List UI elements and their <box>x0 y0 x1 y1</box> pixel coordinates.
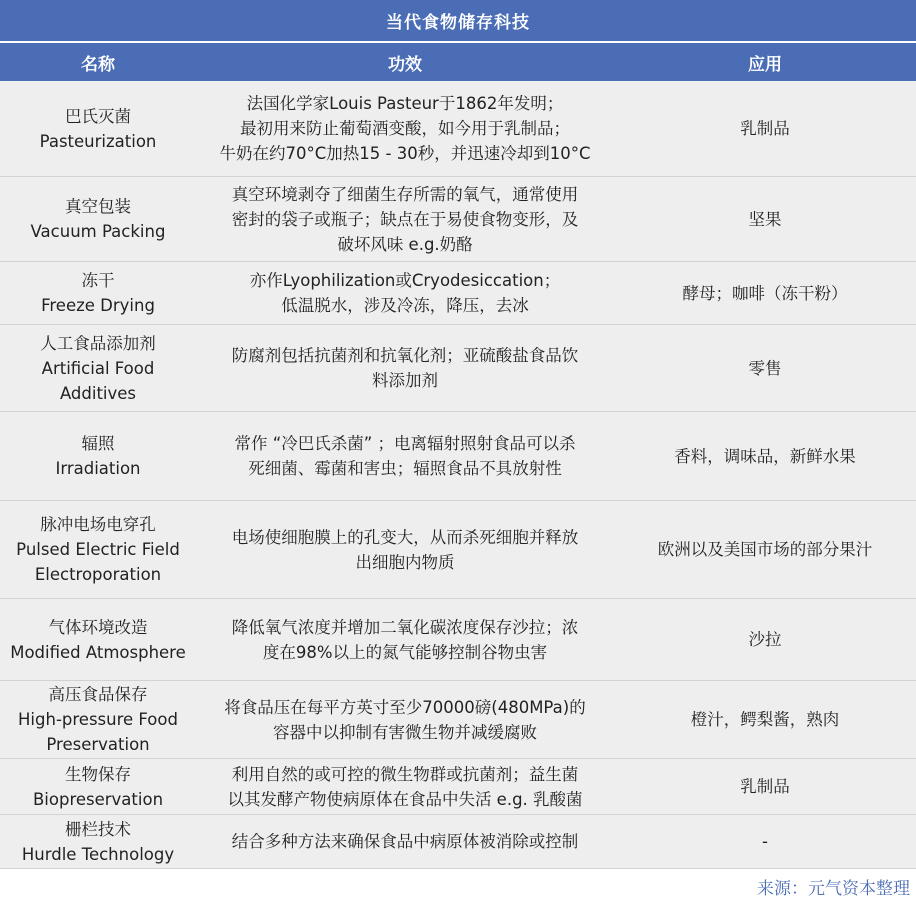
cell-name <box>0 681 196 758</box>
cell-effect <box>196 815 614 868</box>
name-en: Artificial Food <box>41 358 155 378</box>
effect-line: 电场使细胞膜上的孔变大，从而杀死细胞并释放 <box>231 527 579 547</box>
header-application: 应用 <box>748 54 782 75</box>
header-name: 名称 <box>81 54 115 75</box>
table-row <box>0 681 916 759</box>
cell-effect <box>196 262 614 324</box>
effect-line: 亦作Lyophilization或Cryodesiccation； <box>249 271 561 290</box>
name-cn: 脉冲电场电穿孔 <box>40 515 156 534</box>
cell-name <box>0 325 196 411</box>
effect-line: 降低氧气浓度并增加二氧化碳浓度保存沙拉；浓 <box>231 617 579 637</box>
name-en: Preservation <box>46 735 150 754</box>
cell-application: 沙拉 <box>748 630 782 649</box>
name-en: Freeze Drying <box>41 296 155 315</box>
cell-name <box>0 262 196 324</box>
effect-line: 最初用来防止葡萄酒变酸，如今用于乳制品； <box>240 119 570 138</box>
table-title: 当代食物储存科技 <box>386 13 530 33</box>
cell-application: 酵母；咖啡（冻干粉） <box>682 283 848 303</box>
table-row <box>0 412 916 501</box>
cell-effect <box>196 325 614 411</box>
name-cn: 栅栏技术 <box>65 819 131 839</box>
name-cn: 辐照 <box>81 434 115 453</box>
name-cn: 高压食品保存 <box>48 685 148 704</box>
name-en: Biopreservation <box>32 789 164 809</box>
name-cn: 巴氏灭菌 <box>65 106 131 126</box>
table-row <box>0 177 916 262</box>
name-en: Modified Atmosphere <box>10 642 186 662</box>
table-row <box>0 81 916 177</box>
cell-name <box>0 501 196 598</box>
cell-application: - <box>762 832 768 851</box>
name-en: Additives <box>59 383 137 403</box>
cell-name <box>0 177 196 261</box>
cell-name <box>0 759 196 814</box>
table-header <box>0 43 916 81</box>
effect-line: 结合多种方法来确保食品中病原体被消除或控制 <box>231 832 579 851</box>
table-row <box>0 815 916 869</box>
cell-effect <box>196 177 614 261</box>
effect-line: 利用自然的或可控的微生物群或抗菌剂；益生菌 <box>231 764 579 784</box>
effect-line: 破坏风味 e.g.奶酪 <box>337 234 473 254</box>
cell-effect <box>196 501 614 598</box>
effect-line: 度在98%以上的氮气能够控制谷物虫害 <box>262 642 548 662</box>
cell-application: 坚果 <box>748 209 782 229</box>
name-en: Vacuum Packing <box>30 222 166 241</box>
table-row <box>0 599 916 681</box>
cell-application: 乳制品 <box>740 119 790 138</box>
name-en: Electroporation <box>34 565 162 584</box>
name-cn: 冻干 <box>81 271 115 290</box>
table-row <box>0 501 916 599</box>
effect-line: 常作 “冷巴氏杀菌” ；电离辐射照射食品可以杀 <box>234 434 576 453</box>
cell-effect <box>196 81 614 176</box>
name-en: High-pressure Food <box>18 710 178 729</box>
effect-line: 出细胞内物质 <box>355 552 455 572</box>
table-row <box>0 262 916 325</box>
cell-name <box>0 81 196 176</box>
cell-effect <box>196 759 614 814</box>
effect-line: 真空环境剥夺了细菌生存所需的氧气，通常使用 <box>231 184 579 204</box>
effect-line: 法国化学家Louis Pasteur于1862年发明； <box>246 94 564 113</box>
cell-application: 零售 <box>748 358 782 378</box>
cell-effect <box>196 681 614 758</box>
effect-line: 容器中以抑制有害微生物并减缓腐败 <box>273 722 537 742</box>
table-row <box>0 325 916 412</box>
effect-line: 以其发酵产物使病原体在食品中失活 e.g. 乳酸菌 <box>227 789 583 809</box>
effect-line: 死细菌、霉菌和害虫；辐照食品不具放射性 <box>248 459 562 478</box>
header-effect: 功效 <box>388 54 422 75</box>
name-cn: 生物保存 <box>65 764 131 784</box>
table-body <box>0 81 916 869</box>
cell-name <box>0 412 196 500</box>
cell-application: 橙汁，鳄梨酱，熟肉 <box>690 710 840 729</box>
effect-line: 防腐剂包括抗菌剂和抗氧化剂；亚硫酸盐食品饮 <box>231 346 579 365</box>
cell-application: 香料，调味品，新鲜水果 <box>674 446 856 466</box>
name-cn: 气体环境改造 <box>48 617 148 637</box>
table-row <box>0 759 916 815</box>
cell-name <box>0 815 196 868</box>
cell-effect <box>196 599 614 680</box>
name-cn: 人工食品添加剂 <box>40 333 156 353</box>
name-en: Pulsed Electric Field <box>16 540 180 559</box>
effect-line: 料添加剂 <box>372 371 438 390</box>
source-text: 来源：元气资本整理 <box>757 878 910 899</box>
cell-application: 欧洲以及美国市场的部分果汁 <box>657 540 873 559</box>
cell-application: 乳制品 <box>740 777 790 796</box>
effect-line: 密封的袋子或瓶子；缺点在于易使食物变形，及 <box>231 209 579 229</box>
name-en: Pasteurization <box>39 131 157 151</box>
effect-line: 牛奶在约70°C加热15 - 30秒，并迅速冷却到10°C <box>219 144 591 163</box>
name-cn: 真空包装 <box>65 197 131 216</box>
cell-effect <box>196 412 614 500</box>
table-title-bar <box>0 0 916 41</box>
name-en: Irradiation <box>55 459 141 478</box>
effect-line: 将食品压在每平方英寸至少70000磅(480MPa)的 <box>224 697 586 717</box>
source-note <box>0 869 916 903</box>
name-en: Hurdle Technology <box>21 844 175 864</box>
effect-line: 低温脱水，涉及冷冻，降压，去冰 <box>281 296 529 315</box>
cell-name <box>0 599 196 680</box>
